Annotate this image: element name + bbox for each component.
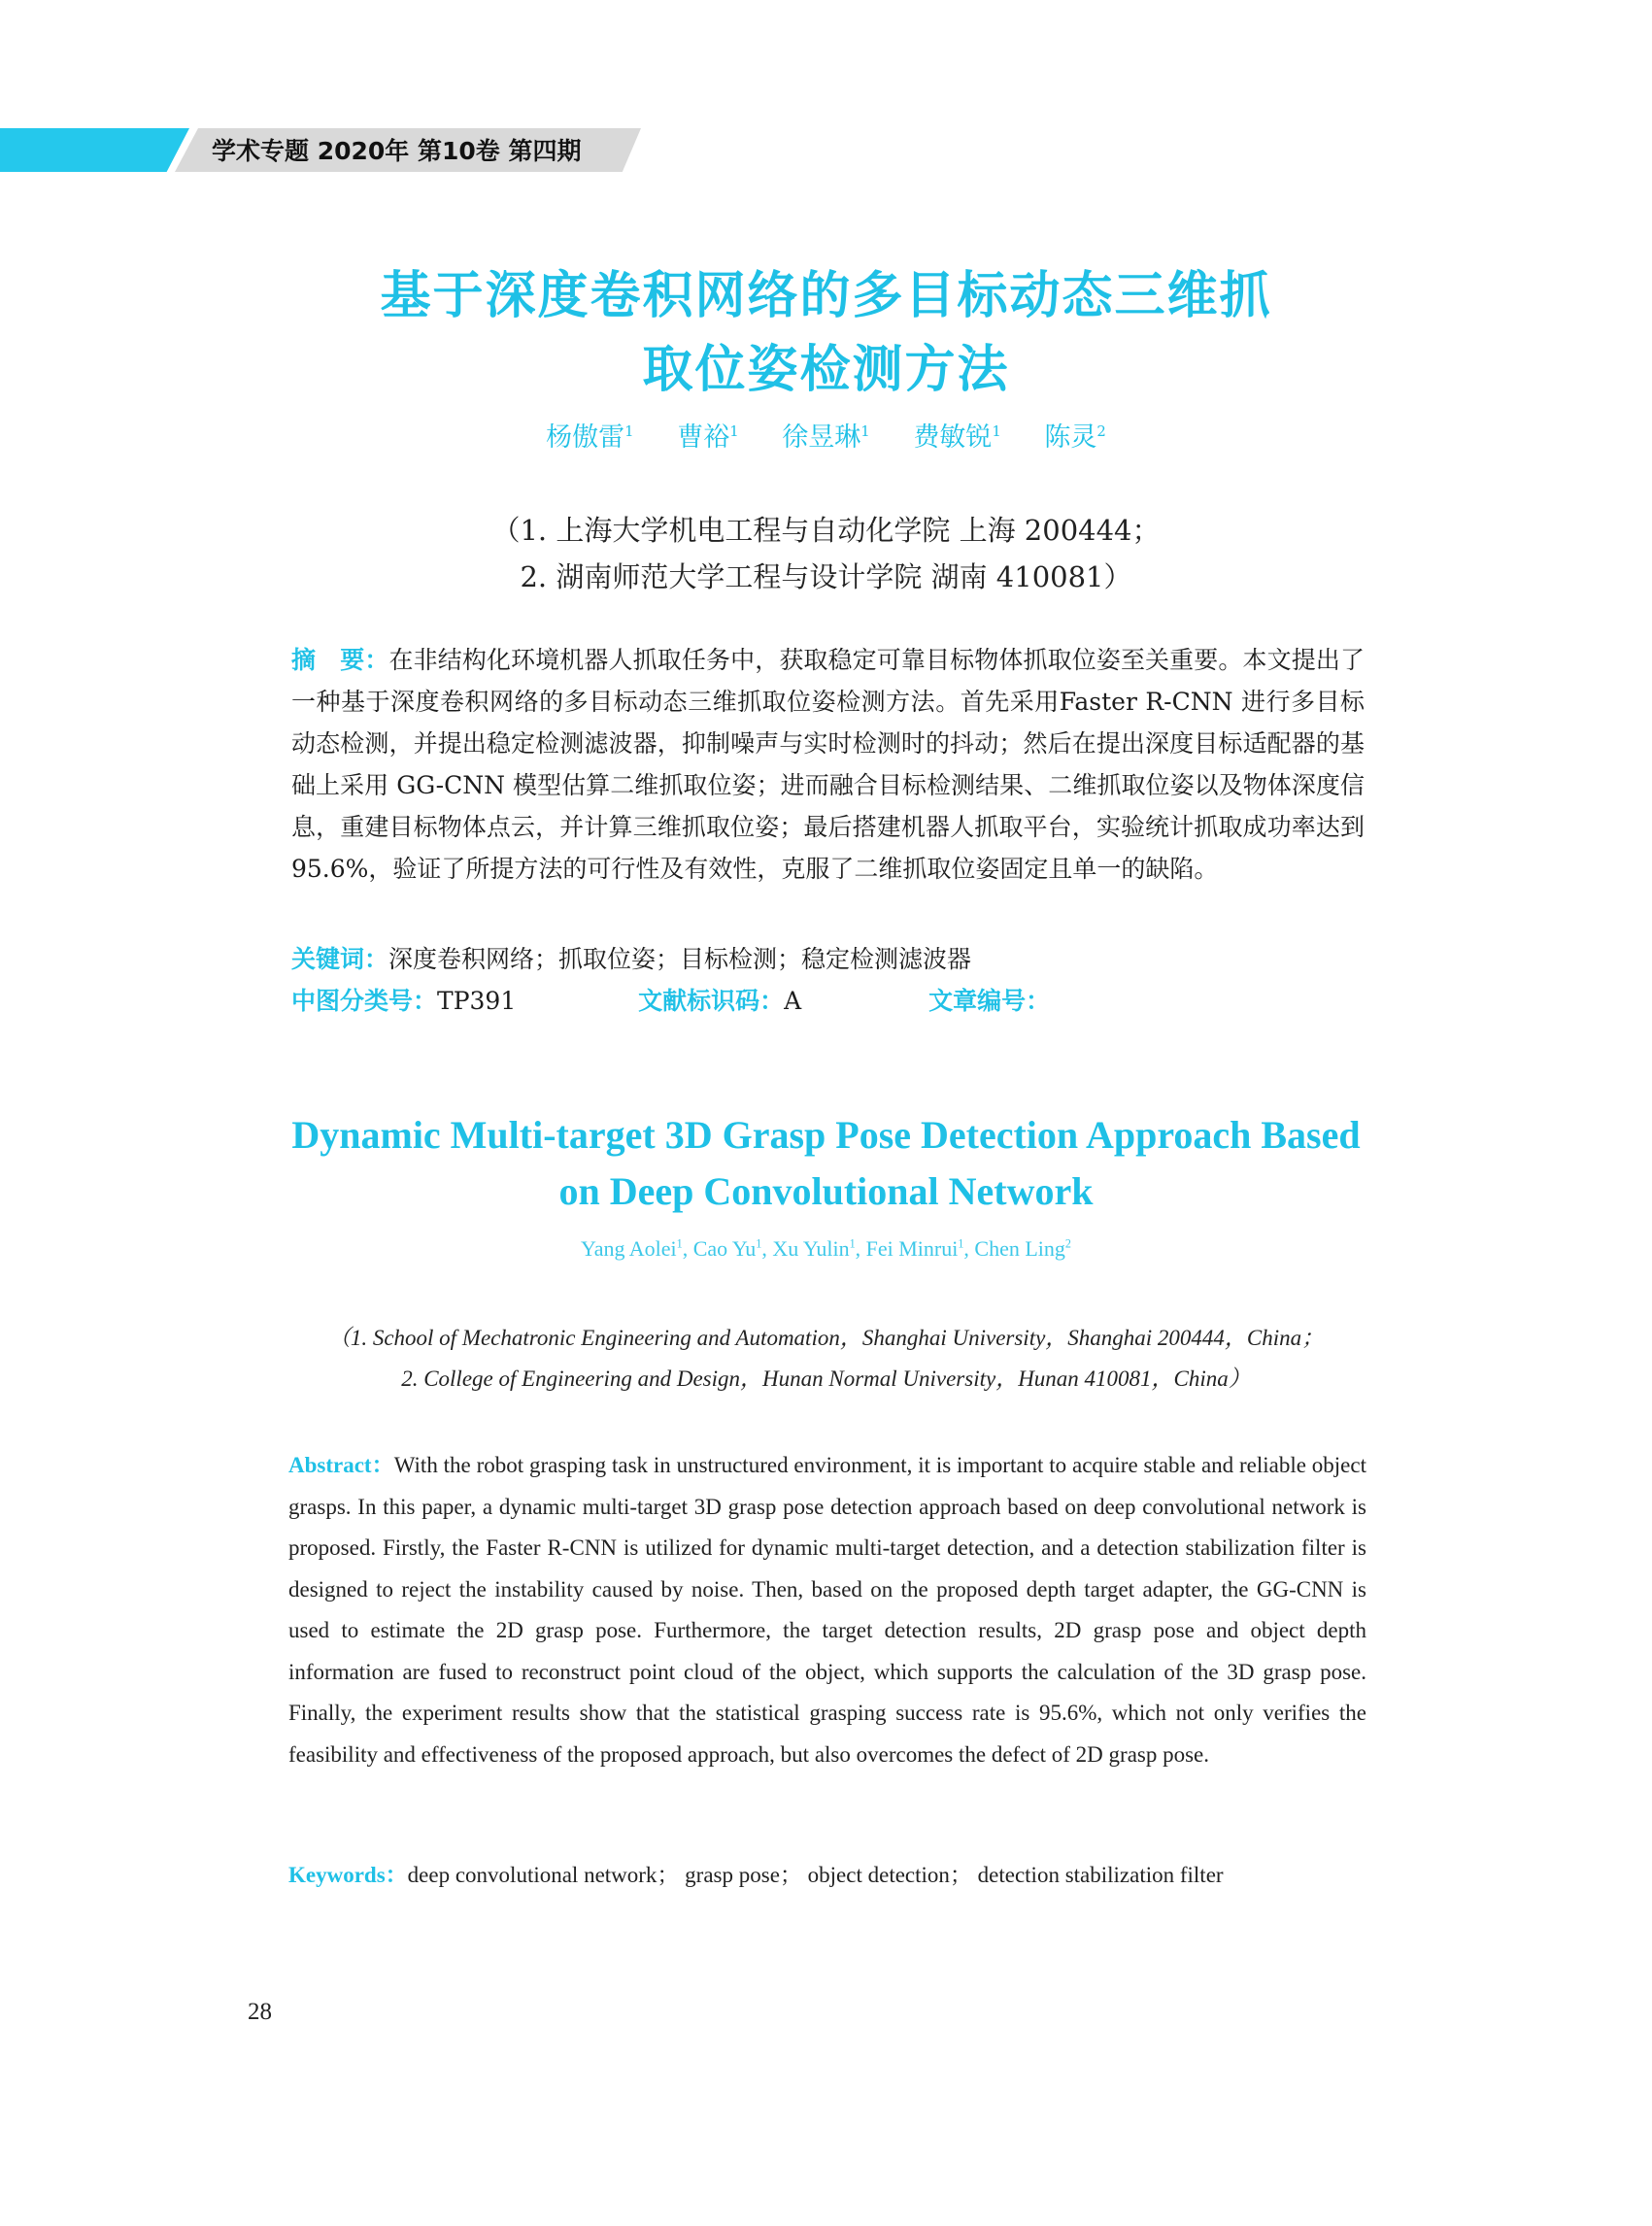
title-cn-line1: 基于深度卷积网络的多目标动态三维抓 xyxy=(380,266,1272,325)
doc-code-value: A xyxy=(784,987,802,1015)
author-en: Fei Minrui$^1$ xyxy=(865,1236,964,1261)
author-en: Xu Yulin$^1$ xyxy=(772,1236,856,1261)
doc-code-label: 文献标识码： xyxy=(638,987,785,1015)
affiliation-en-line2: 2. College of Engineering and Design，Hunan Normal University，Hunan 410081，China） xyxy=(401,1366,1251,1391)
classification-line xyxy=(291,982,1365,1017)
page-number: 28 xyxy=(248,1999,272,2025)
author-en: Chen Ling$^2$ xyxy=(974,1236,1071,1261)
author-en: Cao Yu$^1$ xyxy=(692,1236,762,1261)
abstract-cn-text: 在非结构化环境机器人抓取任务中，获取稳定可靠目标物体抓取位姿至关重要。本文提出了一种基于深度卷积网络的多目标动态三维抓取位姿检测方法。首先采用Faster R-CNN 进行多目标动态检测，并提出稳定检测滤波器，抑制噪声与实时检测时的抖动；然后在提出深度目标适配器的基础上采用 GG-CNN 模型估算二维抓取位姿；进而融合目标检测结果、二维抓取位姿以及物体深度信息，重建目标物体点云，并计算三维抓取位姿；最后搭建机器人抓取平台，实验统计抓取成功率达到 95.6%，验证了所提方法的可行性及有效性，克服了二维抓取位姿固定且单一的缺陷。 xyxy=(291,646,1365,883)
abstract-en xyxy=(288,1445,1366,1775)
title-en-line2: on Deep Convolutional Network xyxy=(558,1169,1094,1213)
keywords-cn xyxy=(291,940,1365,975)
abstract-en-text: With the robot grasping task in unstructured environment, it is important to acquire stable and reliable object grasps. In this paper, a dynamic multi-target 3D grasp pose detection approach based on deep convolutional network is proposed. Firstly, the Faster R-CNN is utilized for dynamic multi-target detection, and a detection stabilization filter is designed to reject the instability caused by noise. Then, based on the proposed depth target adapter, the GG-CNN is used to estimate the 2D grasp pose. Furthermore, the target detection results, 2D grasp pose and object depth information are fused to reconstruct point cloud of the object, which supports the calculation of the 3D grasp pose. Finally, the experiment results show that the statistical grasping success rate is 95.6%, which not only verifies the feasibility and effectiveness of the proposed approach, but also overcomes the defect of 2D grasp pose. xyxy=(288,1453,1366,1767)
keywords-cn-label: 关键词： xyxy=(291,945,389,973)
keywords-cn-text: 深度卷积网络；抓取位姿；目标检测；稳定检测滤波器 xyxy=(388,945,972,973)
author-cn: 杨傲雷$^1$ xyxy=(546,422,634,453)
abstract-en-label: Abstract： xyxy=(288,1453,394,1477)
authors-en: Yang Aolei$^1$, Cao Yu$^1$, Xu Yulin$^1$, Fei Minrui$^1$, Chen Ling$^2$ xyxy=(581,1236,1071,1261)
affiliation-en-line1: （1. School of Mechatronic Engineering and Automation，Shanghai University，Shanghai 200444，China； xyxy=(327,1326,1325,1350)
title-en-line1: Dynamic Multi-target 3D Grasp Pose Detection Approach Based xyxy=(291,1113,1361,1157)
abstract-cn-label: 摘 要： xyxy=(291,646,389,674)
title-cn-line2: 取位姿检测方法 xyxy=(642,340,1010,399)
author-cn: 曹裕$^1$ xyxy=(677,422,739,453)
keywords-en-label: Keywords： xyxy=(288,1863,408,1887)
abstract-cn xyxy=(291,639,1365,890)
header-accent-bar xyxy=(0,128,189,172)
clc-value: TP391 xyxy=(437,987,517,1015)
author-cn: 徐昱琳$^1$ xyxy=(782,422,870,453)
clc-label: 中图分类号： xyxy=(291,987,438,1015)
author-cn: 费敏锐$^1$ xyxy=(913,422,1001,453)
affiliation-cn-line2: 2. 湖南师范大学工程与设计学院 湖南 410081） xyxy=(520,560,1132,593)
author-en: Yang Aolei$^1$ xyxy=(581,1236,683,1261)
authors-cn xyxy=(0,416,1652,454)
keywords-en xyxy=(288,1857,1366,1889)
journal-issue-label: 学术专题 2020年 第10卷 第四期 xyxy=(212,137,582,165)
author-cn: 陈灵$^2$ xyxy=(1044,422,1106,453)
article-number-label: 文章编号： xyxy=(928,987,1051,1015)
affiliation-cn-line1: （1. 上海大学机电工程与自动化学院 上海 200444； xyxy=(491,514,1161,547)
keywords-en-text: deep convolutional network； grasp pose； object detection； detection stabilization filter xyxy=(407,1863,1224,1887)
